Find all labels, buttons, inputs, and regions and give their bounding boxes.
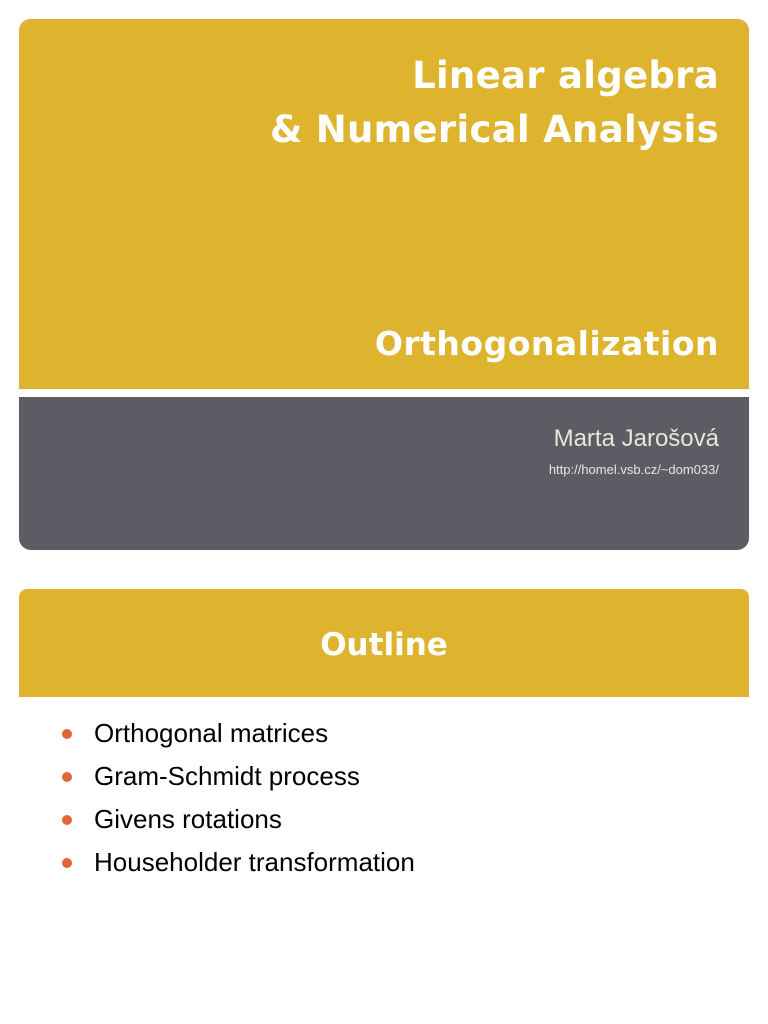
- outline-list: [19, 712, 415, 884]
- bullet-icon: [62, 815, 72, 825]
- banner-divider: [19, 389, 749, 397]
- title-line-2: & Numerical Analysis: [270, 108, 719, 151]
- author-url: http://homel.vsb.cz/~dom033/: [548, 462, 719, 477]
- list-item-label: Givens rotations: [94, 804, 282, 834]
- bullet-icon: [62, 772, 72, 782]
- author-name: Marta Jarošová: [553, 425, 719, 452]
- title-banner: [19, 19, 749, 389]
- outline-header: [19, 589, 749, 697]
- bullet-icon: [62, 858, 72, 868]
- list-item: [19, 755, 415, 798]
- list-item: [19, 798, 415, 841]
- title-line-1: Linear algebra: [412, 54, 719, 97]
- slide-subtitle: Orthogonalization: [374, 324, 719, 363]
- title-slide: [19, 19, 749, 550]
- list-item-label: Householder transformation: [94, 847, 415, 877]
- outline-title: Outline: [320, 627, 448, 663]
- list-item: [19, 712, 415, 755]
- outline-slide: [19, 589, 749, 1024]
- bullet-icon: [62, 729, 72, 739]
- list-item-label: Gram-Schmidt process: [94, 761, 360, 791]
- list-item: [19, 841, 415, 884]
- list-item-label: Orthogonal matrices: [94, 718, 329, 748]
